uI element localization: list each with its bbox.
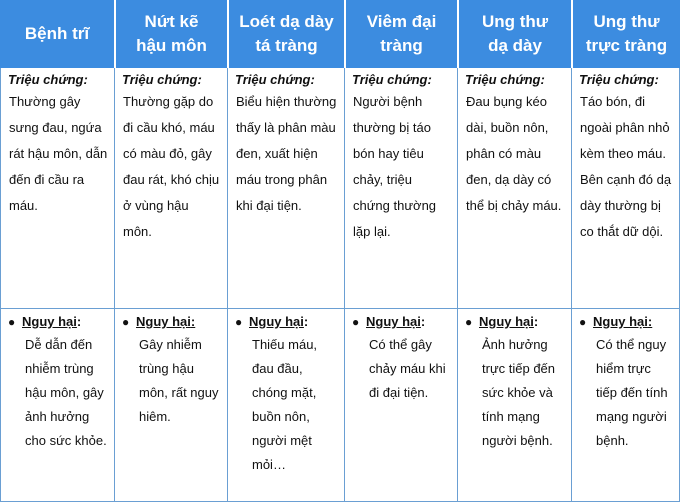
symptom-cell-ung-thu-truc-trang: [571, 68, 680, 309]
risk-label-text: Nguy hại: [249, 314, 304, 329]
risk-text: Có thể nguy hiểm trực tiếp đến tính mạng người bệnh.: [596, 337, 668, 448]
header-viem-dai-trang: [344, 0, 457, 68]
risk-label-text: Nguy hại: [479, 314, 534, 329]
risk-cell-nut-ke-hau-mon: [114, 309, 227, 502]
bullet-icon: ●: [235, 315, 243, 329]
symptom-text: Thường gây sưng đau, ngứa rát hậu môn, dẫn đến đi cầu ra máu.: [9, 94, 108, 213]
risk-cell-benh-tri: [0, 309, 114, 502]
header-label: Ung thư trực tràng: [585, 12, 668, 55]
header-label: Bệnh trĩ: [24, 24, 90, 43]
risk-label-text: Nguy hại: [22, 314, 77, 329]
risk-text: Có thể gây chảy máu khi đi đại tiện.: [369, 337, 446, 400]
header-label: Ung thư dạ dày: [481, 12, 549, 55]
risk-cell-viem-dai-trang: [344, 309, 457, 502]
bullet-icon: ●: [122, 315, 130, 329]
symptom-text: Người bệnh thường bị táo bón hay tiêu chảy, triệu chứng thường lặp lại.: [353, 94, 437, 239]
risk-label-colon: :: [647, 314, 653, 329]
header-label: Viêm đại tràng: [366, 12, 437, 55]
risk-label-colon: :: [420, 314, 426, 329]
header-ung-thu-truc-trang: [571, 0, 680, 68]
risk-text: Gây nhiễm trùng hậu môn, rất nguy hiêm.: [139, 337, 219, 424]
risk-label: [479, 311, 565, 333]
symptom-cell-loet-da-day: [227, 68, 344, 309]
risk-text: Dễ dẫn đến nhiễm trùng hậu môn, gây ảnh hưởng cho sức khỏe.: [25, 337, 107, 448]
symptom-text: Biểu hiện thường thấy là phân màu đen, xuất hiện máu trong phân khi đại tiện.: [236, 94, 337, 213]
bullet-icon: ●: [352, 315, 360, 329]
symptom-text: Táo bón, đi ngoài phân nhỏ kèm theo máu. Bên cạnh đó dạ dày thường bị co thắt dữ dội.: [580, 94, 672, 239]
symptom-cell-nut-ke-hau-mon: [114, 68, 227, 309]
header-nut-ke-hau-mon: [114, 0, 227, 68]
symptom-label: Triệu chứng:: [352, 72, 432, 87]
bullet-icon: ●: [8, 315, 16, 329]
risk-label: [136, 311, 221, 333]
symptom-text: Thường gặp do đi cầu khó, máu có màu đỏ, gây đau rát, khó chịu ở vùng hậu môn.: [123, 94, 220, 239]
risk-label-colon: :: [303, 314, 309, 329]
header-label: Loét dạ dày tá tràng: [239, 12, 334, 55]
symptom-cell-benh-tri: [0, 68, 114, 309]
symptom-cell-viem-dai-trang: [344, 68, 457, 309]
header-loet-da-day-ta-trang: [227, 0, 344, 68]
risk-label-text: Nguy hại: [593, 314, 648, 329]
risk-label-colon: :: [76, 314, 82, 329]
symptom-label: Triệu chứng:: [579, 72, 659, 87]
header-benh-tri: [0, 0, 114, 68]
risk-text: Thiếu máu, đau đầu, chóng mặt, buồn nôn, người mệt mỏi…: [252, 337, 318, 472]
symptom-text: Đau bụng kéo dài, buồn nôn, phân có màu đen, dạ dày có thể bị chảy máu.: [466, 94, 562, 213]
header-ung-thu-da-day: [457, 0, 571, 68]
risk-label: [593, 311, 674, 333]
risk-label: [22, 311, 108, 333]
risk-label-colon: :: [533, 314, 539, 329]
risk-label-colon: :: [190, 314, 196, 329]
risk-label: [366, 311, 451, 333]
bullet-icon: ●: [579, 315, 587, 329]
symptom-label: Triệu chứng:: [465, 72, 545, 87]
risk-cell-ung-thu-truc-trang: [571, 309, 680, 502]
risk-cell-loet-da-day: [227, 309, 344, 502]
header-label: Nứt kẽ hậu môn: [136, 12, 207, 55]
symptom-label: Triệu chứng:: [8, 72, 88, 87]
symptom-label: Triệu chứng:: [235, 72, 315, 87]
risk-label: [249, 311, 338, 333]
symptom-cell-ung-thu-da-day: [457, 68, 571, 309]
risk-label-text: Nguy hại: [136, 314, 191, 329]
risk-text: Ảnh hưởng trực tiếp đến sức khỏe và tính mạng người bệnh.: [482, 337, 556, 448]
bullet-icon: ●: [465, 315, 473, 329]
risk-cell-ung-thu-da-day: [457, 309, 571, 502]
risk-label-text: Nguy hại: [366, 314, 421, 329]
symptom-label: Triệu chứng:: [122, 72, 202, 87]
